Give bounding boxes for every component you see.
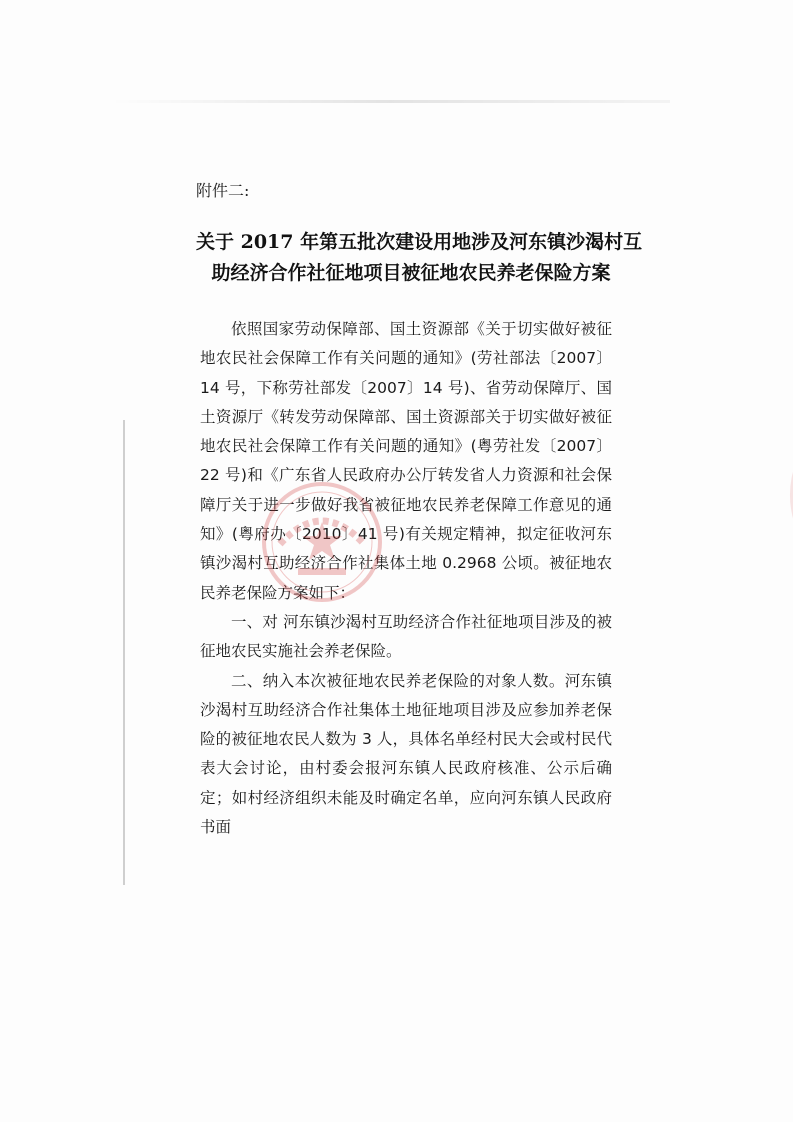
scan-artifact-left	[123, 420, 125, 885]
scan-artifact-top	[110, 100, 670, 103]
title-line-1: 关于 2017 年第五批次建设用地涉及河东镇沙渴村互	[196, 231, 643, 253]
seal-edge-icon	[760, 420, 793, 570]
paragraph-item-2: 二、纳入本次被征地农民养老保险的对象人数。河东镇沙渴村互助经济合作社集体土地征地项目涉及应参加养老保险的被征地农民人数为 3 人，具体名单经村民大会或村民代表大会讨论，由村委会报河东镇人民政府核准、公示后确定；如村经济组织未能及时确定名单，应向河东镇人民政府书面	[200, 671, 612, 837]
attachment-label: 附件二:	[196, 181, 250, 200]
paragraph-item-1: 一、对 河东镇沙渴村互助经济合作社征地项目涉及的被征地农民实施社会养老保险。	[200, 612, 612, 661]
title-line-2: 助经济合作社征地项目被征地农民养老保险方案	[211, 262, 611, 284]
paragraph-basis: 依照国家劳动保障部、国土资源部《关于切实做好被征地农民社会保障工作有关问题的通知》(劳社部法〔2007〕14 号，下称劳社部发〔2007〕14 号)、省劳动保障厅、国土资源厅《转发劳动保障部、国土资源部关于切实做好被征地农民社会保障工作有关问题的通知》(粤劳社发〔2007〕22 号)和《广东省人民政府办公厅转发省人力资源和社会保障厅关于进一步做好我省被征地农民养老保障工作意见的通知》(粤府办〔2010〕41 号)有关规定精神，拟定征收河东镇沙渴村互助经济合作社集体土地 0.2968 公顷。被征地农民养老保险方案如下：	[200, 320, 612, 602]
document-title	[196, 227, 643, 289]
document-body	[200, 315, 612, 842]
